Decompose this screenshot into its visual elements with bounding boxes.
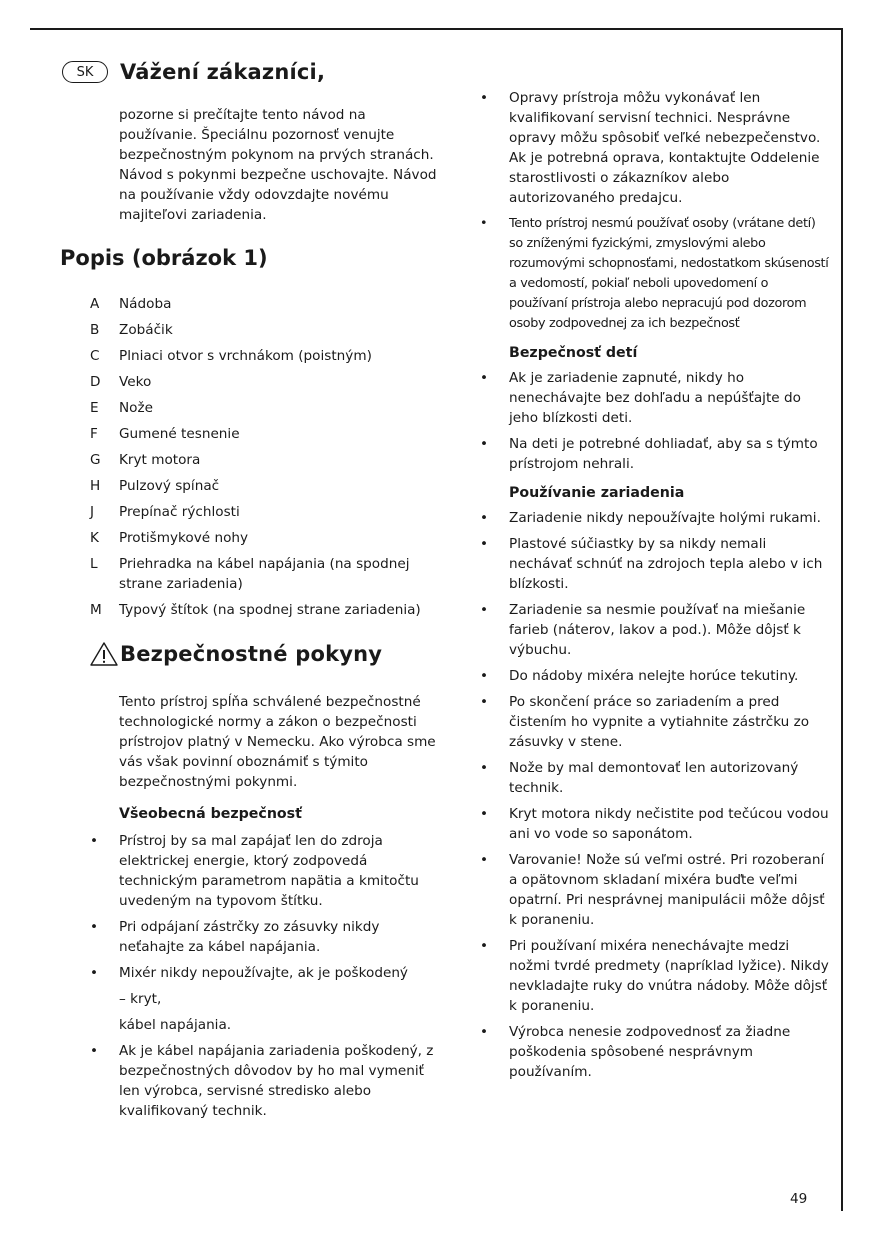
part-letter: M [90, 602, 102, 618]
list-item [480, 1022, 830, 1082]
list-item-text: Ak je kábel napájania zariadenia poškodený, z bezpečnostných dôvodov by ho mal vymeniť len výrobca, servisné stredisko alebo kvalifikovaný technik. [119, 1043, 434, 1119]
list-item-text: Opravy prístroja môžu vykonávať len kvalifikovaní servisní technici. Nesprávne opravy môžu spôsobiť veľké nebezpečenstvo. Ak je potrebná oprava, kontaktujte Oddelenie starostlivosti o zákazníkov alebo autorizovaného predajcu. [509, 90, 821, 206]
list-item [480, 804, 830, 844]
list-item [480, 88, 830, 208]
bullet: • [480, 510, 489, 526]
right-border-line [841, 28, 843, 1211]
part-letter: J [90, 504, 95, 520]
part-label: Nože [119, 400, 153, 416]
list-item [480, 758, 830, 798]
intro-paragraph: pozorne si prečítajte tento návod na používanie. Špeciálnu pozornosť venujte bezpečnostným pokynom na prvých stranách. Návod s pokynmi bezpečne uschovajte. Návod na používanie vždy odovzdajte novému majiteľovi zariadenia. [119, 107, 437, 223]
bullet: • [480, 760, 489, 776]
usage-list [480, 508, 830, 1082]
list-item-text: Do nádoby mixéra nelejte horúce tekutiny. [509, 668, 799, 684]
part-letter: G [90, 452, 101, 468]
parts-list-item [90, 398, 440, 418]
bullet: • [480, 938, 489, 954]
general-safety-heading: Všeobecná bezpečnosť [119, 806, 302, 822]
part-label: Zobáčik [119, 322, 173, 338]
parts-list [60, 294, 440, 620]
list-item [480, 534, 830, 594]
usage-heading: Používanie zariadenia [509, 485, 685, 501]
bullet: • [90, 833, 99, 849]
parts-list-item [90, 476, 440, 496]
parts-list-item [90, 424, 440, 444]
part-label: Gumené tesnenie [119, 426, 240, 442]
left-column [60, 55, 440, 1127]
greeting-title: Vážení zákazníci, [120, 60, 326, 84]
bullet: • [480, 90, 489, 106]
bullet: • [90, 1043, 99, 1059]
parts-list-item [90, 346, 440, 366]
list-item [60, 1041, 440, 1121]
sub-list-line: – kryt, [119, 991, 162, 1007]
list-item-text: Pri odpájaní zástrčky zo zásuvky nikdy neťahajte za kábel napájania. [119, 919, 380, 955]
parts-list-item [90, 502, 440, 522]
part-letter: H [90, 478, 101, 494]
list-item [480, 214, 830, 334]
parts-list-item [90, 372, 440, 392]
bullet: • [480, 436, 489, 452]
child-safety-list [480, 368, 830, 474]
part-letter: A [90, 296, 100, 312]
page-number: 49 [790, 1191, 808, 1207]
part-letter: C [90, 348, 100, 364]
list-item-text: Na deti je potrebné dohliadať, aby sa s týmto prístrojom nehrali. [509, 436, 818, 472]
safety-intro-paragraph: Tento prístroj spĺňa schválené bezpečnostné technologické normy a zákon o bezpečnosti prístrojov platný v Nemecku. Ako výrobca sme vás však povinní oboznámiť s týmito bezpečnostnými pokynmi. [119, 694, 436, 790]
bullet: • [480, 668, 489, 684]
top-border-line [30, 28, 843, 30]
list-item [480, 666, 830, 686]
list-item-text: Varovanie! Nože sú veľmi ostré. Pri rozoberaní a opätovnom skladaní mixéra buďte veľmi opatrní. Pri nesprávnej manipulácii môže dôjsť k poraneniu. [509, 852, 825, 928]
part-letter: E [90, 400, 99, 416]
bullet: • [90, 965, 99, 981]
safety-header [60, 637, 440, 671]
list-item-text: Nože by mal demontovať len autorizovaný technik. [509, 760, 799, 796]
part-label: Typový štítok (na spodnej strane zariadenia) [119, 602, 421, 618]
description-title: Popis (obrázok 1) [60, 246, 268, 270]
part-letter: L [90, 556, 98, 572]
child-safety-heading: Bezpečnosť detí [509, 345, 638, 361]
bullet: • [480, 602, 489, 618]
warning-triangle-icon [89, 641, 119, 667]
list-item-text: Tento prístroj nesmú používať osoby (vrátane detí) so zníženými fyzickými, zmyslovými alebo rozumovými schopnosťami, nedostatkom skúseností a vedomostí, pokiaľ neboli upovedomení o používaní prístroja alebo nepracujú pod dozorom osoby zodpovednej za ich bezpečnosť [509, 216, 829, 331]
list-item [60, 963, 440, 983]
list-item-text: Ak je zariadenie zapnuté, nikdy ho nenechávajte bez dohľadu a nepúšťajte do jeho blízkosti deti. [509, 370, 801, 426]
bullet: • [480, 216, 488, 231]
list-item [480, 368, 830, 428]
general-safety-list-continued [60, 1041, 440, 1121]
bullet: • [480, 852, 489, 868]
part-label: Pulzový spínač [119, 478, 220, 494]
part-letter: D [90, 374, 101, 390]
part-label: Plniaci otvor s vrchnákom (poistným) [119, 348, 372, 364]
parts-list-item [90, 528, 440, 548]
part-letter: F [90, 426, 98, 442]
bullet: • [480, 806, 489, 822]
part-letter: K [90, 530, 99, 546]
bullet: • [480, 694, 489, 710]
safety-title: Bezpečnostné pokyny [120, 642, 383, 666]
parts-list-item [90, 554, 440, 594]
list-item [480, 508, 830, 528]
part-label: Veko [119, 374, 152, 390]
parts-list-item [90, 320, 440, 340]
parts-list-item [90, 450, 440, 470]
list-item [480, 434, 830, 474]
parts-list-item [90, 294, 440, 314]
sub-list-line: kábel napájania. [119, 1017, 232, 1033]
bullet: • [480, 370, 489, 386]
greeting-header [60, 55, 440, 89]
bullet: • [90, 919, 99, 935]
part-label: Nádoba [119, 296, 172, 312]
part-label: Prepínač rýchlosti [119, 504, 240, 520]
list-item-text: Po skončení práce so zariadením a pred čistením ho vypnite a vytiahnite zástrčku zo zásuvky v stene. [509, 694, 810, 750]
list-item-text: Kryt motora nikdy nečistite pod tečúcou vodou ani vo vode so saponátom. [509, 806, 829, 842]
list-item [60, 831, 440, 911]
part-label: Priehradka na kábel napájania (na spodnej strane zariadenia) [119, 556, 410, 592]
bullet: • [480, 1024, 489, 1040]
general-safety-list [60, 831, 440, 983]
parts-list-item [90, 600, 440, 620]
list-item [480, 692, 830, 752]
list-item [480, 600, 830, 660]
list-item [480, 936, 830, 1016]
list-item-text: Pri používaní mixéra nenechávajte medzi nožmi tvrdé predmety (napríklad lyžice). Nikdy nevkladajte ruky do vnútra nádoby. Môže dôjsť k poraneniu. [509, 938, 829, 1014]
list-item-text: Prístroj by sa mal zapájať len do zdroja elektrickej energie, ktorý zodpovedá technickým parametrom napätia a kmitočtu uvedeným na typovom štítku. [119, 833, 419, 909]
list-item-text: Zariadenie nikdy nepoužívajte holými rukami. [509, 510, 821, 526]
language-badge: SK [62, 61, 108, 83]
part-label: Protišmykové nohy [119, 530, 249, 546]
list-item [480, 850, 830, 930]
part-label: Kryt motora [119, 452, 201, 468]
part-letter: B [90, 322, 100, 338]
bullet: • [480, 536, 489, 552]
list-item-text: Mixér nikdy nepoužívajte, ak je poškodený [119, 965, 408, 981]
list-item-text: Zariadenie sa nesmie používať na miešanie farieb (náterov, lakov a pod.). Môže dôjsť k výbuchu. [509, 602, 806, 658]
list-item-text: Výrobca nenesie zodpovednosť za žiadne poškodenia spôsobené nesprávnym používaním. [509, 1024, 791, 1080]
list-item [60, 917, 440, 957]
general-safety-list-right [480, 88, 830, 334]
right-column [480, 88, 830, 1088]
list-item-text: Plastové súčiastky by sa nikdy nemali nechávať schnúť na zdrojoch tepla alebo v ich blízkosti. [509, 536, 823, 592]
